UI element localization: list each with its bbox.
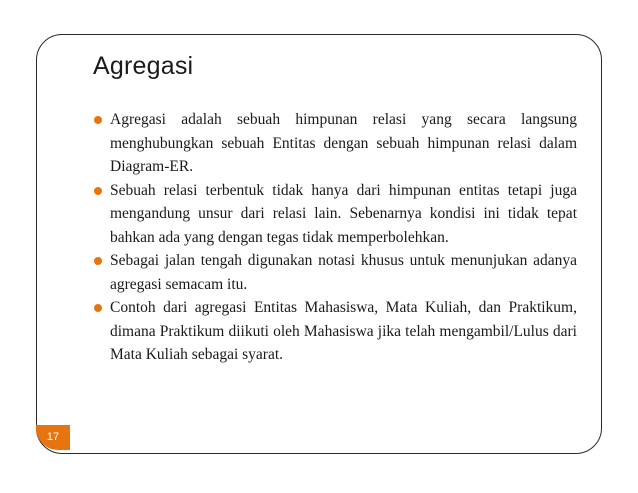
bullet-text: Sebagai jalan tengah digunakan notasi khusus untuk menunjukan adanya agregasi semacam itu.: [110, 252, 577, 293]
bullet-item: [93, 296, 577, 367]
bullet-dot-icon: [94, 304, 102, 312]
bullet-dot-icon: [94, 257, 102, 265]
slide-title: Agregasi: [93, 52, 194, 80]
bullet-dot-icon: [94, 116, 102, 124]
bullet-item: [93, 249, 577, 296]
bullet-text: Agregasi adalah sebuah himpunan relasi yang secara langsung menghubungkan sebuah Entitas dengan sebuah himpunan relasi dalam Diagram-ER.: [110, 111, 577, 175]
bullet-item: [93, 179, 577, 250]
bullet-text: Contoh dari agregasi Entitas Mahasiswa, Mata Kuliah, dan Praktikum, dimana Praktikum diikuti oleh Mahasiswa jika telah mengambil/Lulus dari Mata Kuliah sebagai syarat.: [110, 299, 577, 363]
bullet-dot-icon: [94, 187, 102, 195]
page-number-badge: 17: [36, 425, 70, 450]
bullet-text: Sebuah relasi terbentuk tidak hanya dari himpunan entitas tetapi juga mengandung unsur dari relasi lain. Sebenarnya kondisi ini tidak tepat bahkan ada yang dengan tegas tidak memperbolehkan.: [110, 181, 577, 246]
bullet-list: [93, 108, 577, 367]
bullet-item: [93, 108, 577, 179]
